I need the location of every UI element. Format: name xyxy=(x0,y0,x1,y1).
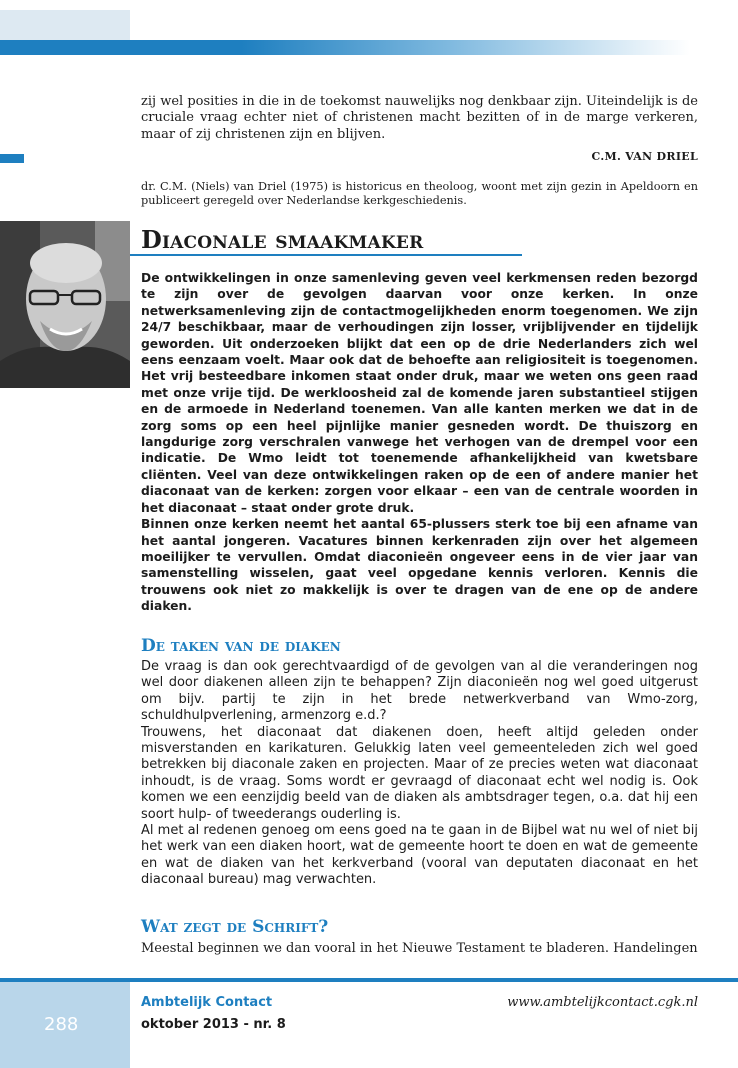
sidebar-top-panel xyxy=(0,10,130,40)
left-margin xyxy=(0,10,130,1068)
lead-paragraph: Binnen onze kerken neemt het aantal 65-plussers sterk toe bij een afname van het aantal jongeren. Vacatures binnen kerkenraden zijn over het algemeen moeilijker te vervullen. Omdat diaconieën ongeveer eens in de vier jaar van samenstelling wisselen, gaat veel opgedane kennis verloren. Kennis die trouwens ook niet zo makkelijk is over te dragen van de ene op de andere diaken. xyxy=(141,517,698,614)
footer-rule xyxy=(0,978,738,982)
body-paragraph: Al met al redenen genoeg om eens goed na te gaan in de Bijbel wat nu wel of niet bij het werk van een diaken hoort, wat de gemeente hoort te doen en wat de gemeente en wat de diaken van het kerkverband (vooral van deputaten diaconaat en het diaconaal bureau) mag verwachten. xyxy=(141,823,698,888)
section-heading-schrift: Wat zegt de Schrift? xyxy=(141,917,329,937)
footer-url-link[interactable]: www.ambtelijkcontact.cgk.nl xyxy=(507,995,698,1010)
page-number: 288 xyxy=(44,1014,79,1035)
title-underline xyxy=(130,254,522,256)
section-heading-taken: De taken van de diaken xyxy=(141,636,341,656)
body-paragraph: De vraag is dan ook gerechtvaardigd of de gevolgen van al die veranderingen nog wel door diakenen alleen zijn te behappen? Zijn diaconieën nog wel goed uitgerust om bijv. partij te zijn in het brede netwerkverband van Wmo-zorg, schuldhulpverlening, armenzorg e.d.? xyxy=(141,659,698,724)
side-accent-tick xyxy=(0,154,24,163)
lead-paragraph: De ontwikkelingen in onze samenleving geven veel kerkmensen reden bezorgd te zijn over de gevolgen daarvan voor onze kerken. In onze netwerksamenleving zijn de contactmogelijkheden enorm toegenomen. We zijn 24/7 beschikbaar, maar de verhoudingen zijn losser, vrijblijvender en tijdelijk geworden. Uit onderzoeken blijkt dat een op de drie Nederlanders zich wel eens eenzaam voelt. Maar ook dat de behoefte aan religiositeit is toegenomen. Het vrij besteedbare inkomen staat onder druk, maar we weten ons geen raad met onze vrije tijd. De werkloosheid zal de komende jaren substantieel stijgen en de armoede in Nederland toenemen. Van alle kanten merken we dat in de zorg soms op een heel pijnlijke manier gesneden wordt. De thuiszorg en langdurige zorg verschralen vanwege het verhogen van de drempel voor een indicatie. De Wmo leidt tot toenemende afhankelijkheid van kwetsbare cliënten. Veel van deze ontwikkelingen raken op de een of andere manier het diaconaat van de kerken: zorgen voor elkaar – een van de centrale woorden in het diaconaat – staat onder grote druk. xyxy=(141,271,698,515)
article-title: Diaconale smaakmaker xyxy=(141,225,424,254)
footer-issue: oktober 2013 - nr. 8 xyxy=(141,1017,286,1032)
author-bio: dr. C.M. (Niels) van Driel (1975) is historicus en theoloog, woont met zijn gezin in Apeldoorn en publiceert geregeld over Nederlandse kerkgeschiedenis. xyxy=(141,180,698,207)
body-paragraph: Trouwens, het diaconaat dat diakenen doen, heeft altijd geleden onder misverstanden en karikaturen. Gelukkig laten veel gemeenteleden zich wel goed betrekken bij diaconale zaken en projecten. Maar of ze precies weten wat diaconaat inhoudt, is de vraag. Soms wordt er gevraagd of diaconaat echt wel nodig is. Ook komen we een eenzijdig beeld van de diaken als ambtsdrager tegen, o.a. dat hij een soort hulp- of tweederangs ouderling is. xyxy=(141,724,698,822)
author-photo xyxy=(0,221,130,388)
top-accent-bar xyxy=(0,40,690,55)
footer-magazine-name: Ambtelijk Contact xyxy=(141,995,273,1010)
section-body-taken xyxy=(141,659,698,889)
intro-paragraph: zij wel posities in die in de toekomst nauwelijks nog denkbaar zijn. Uiteindelijk is de cruciale vraag echter niet of christenen macht bezitten of in de marge verkeren, maar of zij christenen zijn en blijven. xyxy=(141,94,698,142)
article-lead xyxy=(141,270,698,615)
section-body-schrift: Meestal beginnen we dan vooral in het Nieuwe Testament te bladeren. Handelingen xyxy=(141,941,698,956)
author-signature: C.M. VAN DRIEL xyxy=(591,150,698,163)
portrait-icon xyxy=(0,221,130,388)
